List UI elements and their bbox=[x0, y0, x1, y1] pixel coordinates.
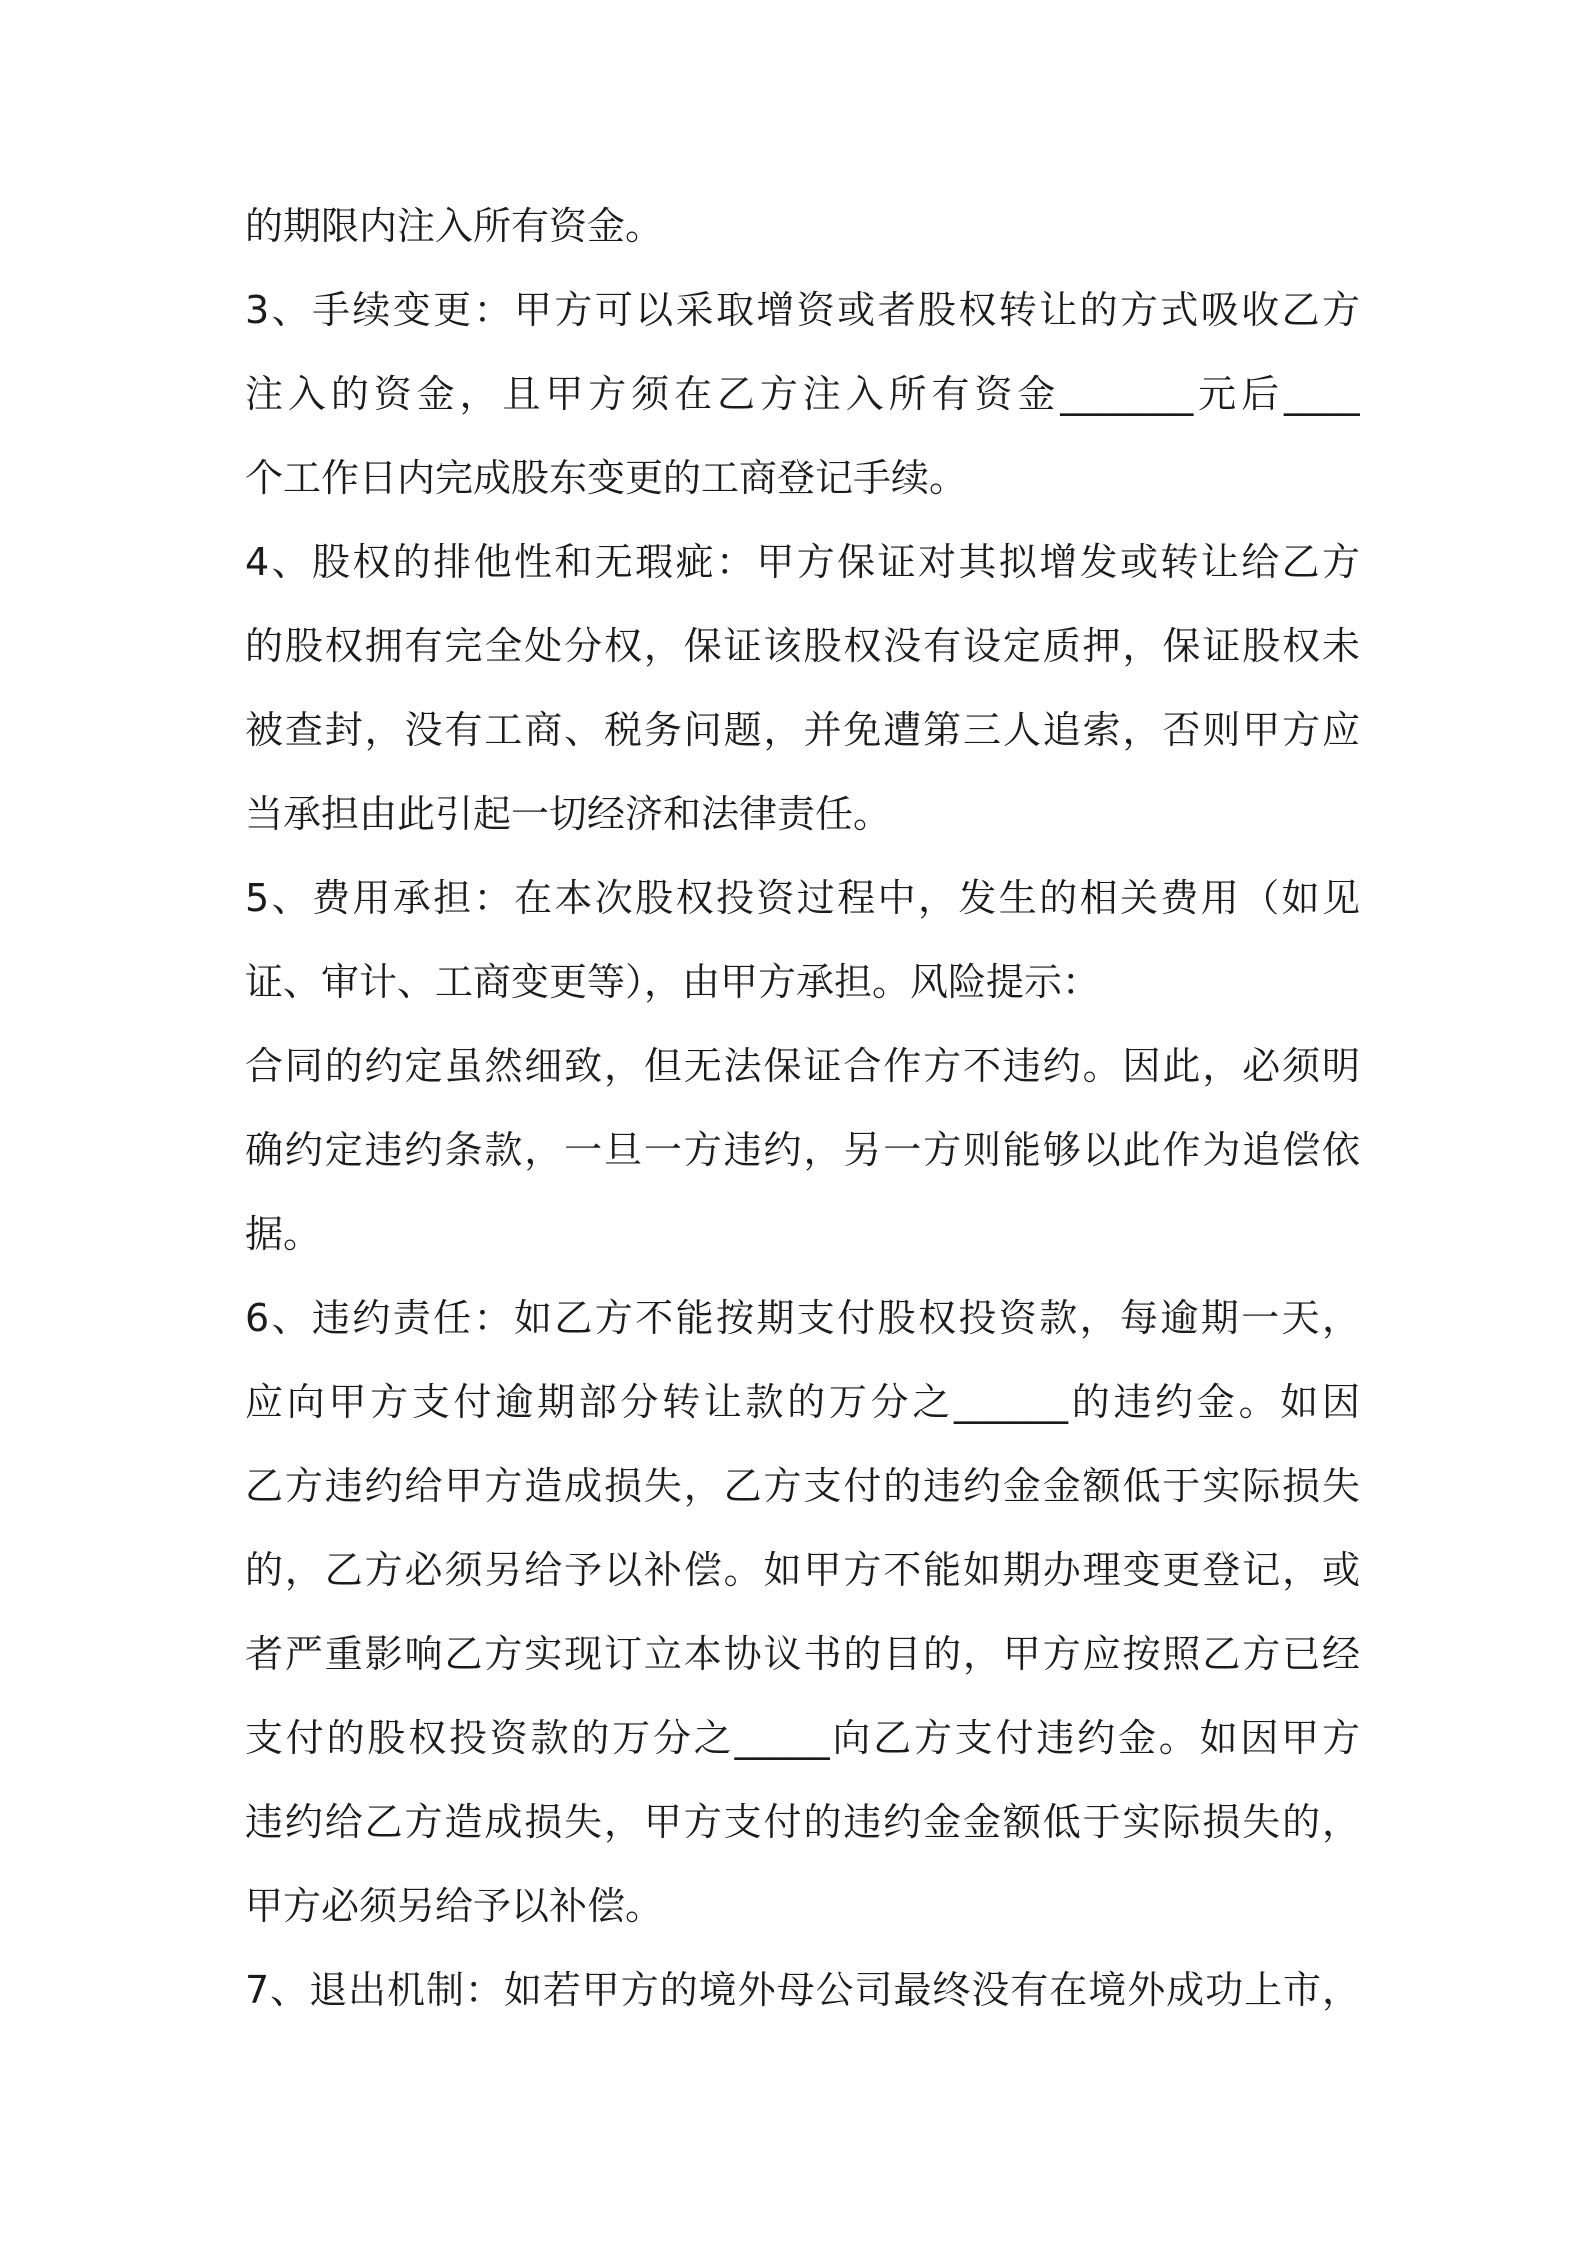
paragraph-line: 据。 bbox=[245, 1212, 322, 1256]
paragraph-line: 当承担由此引起一切经济和法律责任。 bbox=[245, 792, 892, 836]
continuation-paragraph bbox=[245, 184, 1360, 268]
paragraph-line: 证、审计、工商变更等），由甲方承担。风险提示： bbox=[245, 960, 1101, 1004]
paragraph-line: 7、退出机制：如若甲方的境外母公司最终没有在境外成功上市， bbox=[245, 1968, 1360, 2012]
paragraph-line: 的期限内注入所有资金。 bbox=[245, 204, 664, 248]
paragraph-line: 个工作日内完成股东变更的工商登记手续。 bbox=[245, 456, 968, 500]
paragraph-line: 违约给乙方造成损失，甲方支付的违约金金额低于实际损失的， bbox=[245, 1800, 1360, 1844]
paragraph-line: 合同的约定虽然细致，但无法保证合作方不违约。因此，必须明 bbox=[245, 1044, 1360, 1088]
paragraph-line: 的，乙方必须另给予以补偿。如甲方不能如期办理变更登记，或 bbox=[245, 1548, 1360, 1592]
paragraph-line: 被查封，没有工商、税务问题，并免遭第三人追索，否则甲方应 bbox=[245, 708, 1360, 752]
paragraph-line: 乙方违约给甲方造成损失，乙方支付的违约金金额低于实际损失 bbox=[245, 1464, 1360, 1508]
document-body bbox=[245, 184, 1360, 2032]
clause-7-paragraph bbox=[245, 1948, 1360, 2032]
paragraph-line: 5、费用承担：在本次股权投资过程中，发生的相关费用（如见 bbox=[245, 876, 1360, 920]
clause-5-paragraph bbox=[245, 856, 1360, 1024]
clause-3-paragraph bbox=[245, 268, 1360, 520]
paragraph-line: 3、手续变更：甲方可以采取增资或者股权转让的方式吸收乙方 bbox=[245, 288, 1360, 332]
paragraph-line: 的股权拥有完全处分权，保证该股权没有设定质押，保证股权未 bbox=[245, 624, 1360, 668]
paragraph-line: 者严重影响乙方实现订立本协议书的目的，甲方应按照乙方已经 bbox=[245, 1632, 1360, 1676]
paragraph-line: 应向甲方支付逾期部分转让款的万分之______的违约金。如因 bbox=[245, 1380, 1360, 1424]
paragraph-line: 注入的资金，且甲方须在乙方注入所有资金_______元后____ bbox=[245, 372, 1360, 416]
risk-tip-paragraph bbox=[245, 1024, 1360, 1276]
clause-4-paragraph bbox=[245, 520, 1360, 856]
paragraph-line: 支付的股权投资款的万分之_____向乙方支付违约金。如因甲方 bbox=[245, 1716, 1360, 1760]
paragraph-line: 确约定违约条款，一旦一方违约，另一方则能够以此作为追偿依 bbox=[245, 1128, 1360, 1172]
clause-6-paragraph bbox=[245, 1276, 1360, 1948]
paragraph-line: 甲方必须另给予以补偿。 bbox=[245, 1884, 664, 1928]
paragraph-line: 4、股权的排他性和无瑕疵：甲方保证对其拟增发或转让给乙方 bbox=[245, 540, 1360, 584]
paragraph-line: 6、违约责任：如乙方不能按期支付股权投资款，每逾期一天， bbox=[245, 1296, 1360, 1340]
